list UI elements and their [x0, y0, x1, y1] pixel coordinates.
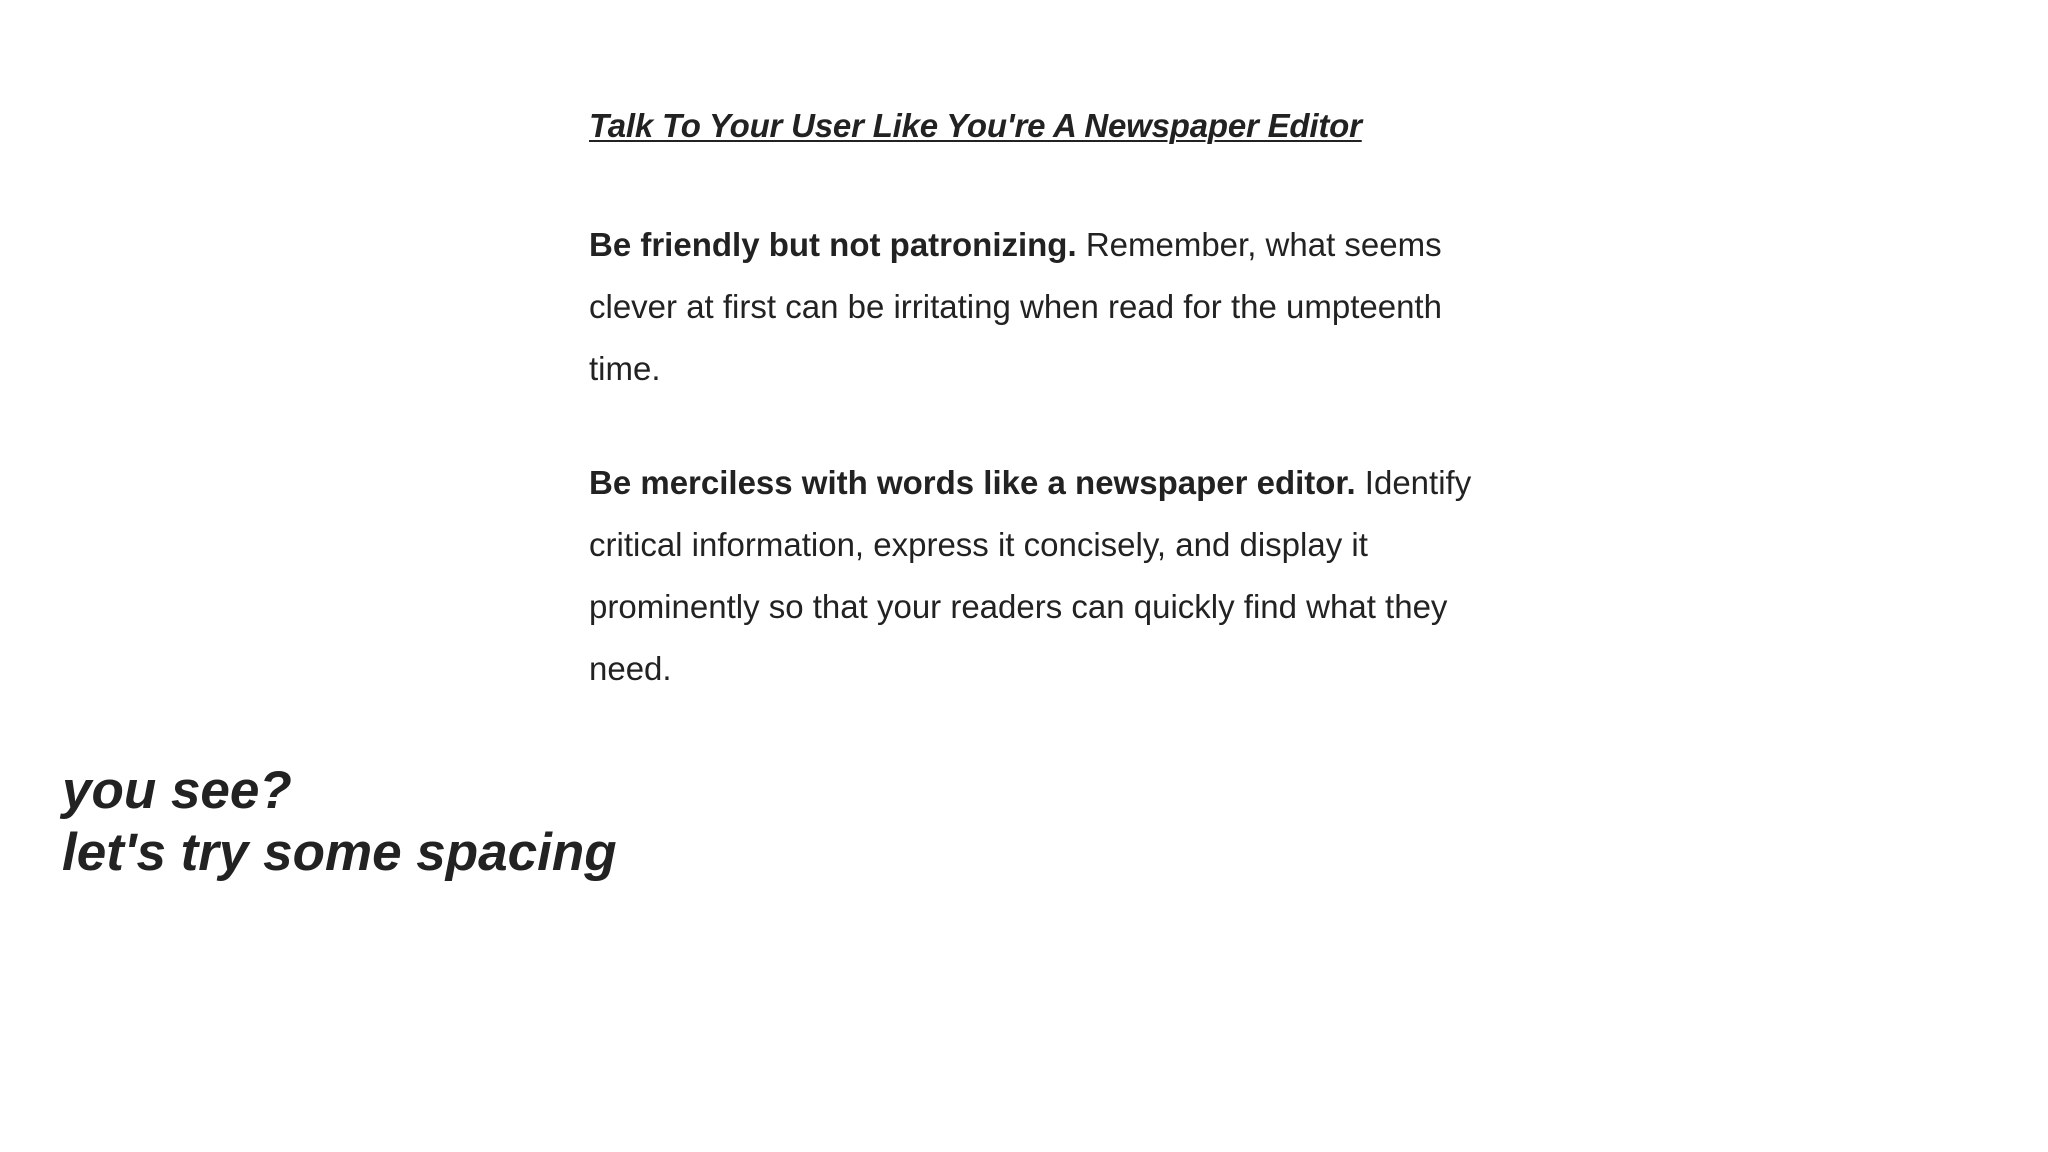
- paragraph-body: Identify critical information, express it concisely, and display it prominently so that your readers can quickly find what they need.: [589, 464, 1472, 687]
- article-title: Talk To Your User Like You're A Newspaper Editor: [589, 107, 1362, 144]
- article: [589, 100, 1489, 687]
- paragraph-lead: Be friendly but not patronizing.: [589, 226, 1086, 263]
- paragraph-lead: Be merciless with words like a newspaper editor.: [589, 464, 1365, 501]
- paragraph-body: Remember, what seems clever at first can be irritating when read for the umpteenth time.: [589, 226, 1442, 387]
- side-note-line: you see?: [62, 761, 292, 820]
- side-note: [62, 760, 617, 884]
- side-note-line: let's try some spacing: [62, 823, 617, 882]
- paragraph-friendly: [589, 214, 1449, 400]
- paragraph-merciless: [589, 452, 1489, 700]
